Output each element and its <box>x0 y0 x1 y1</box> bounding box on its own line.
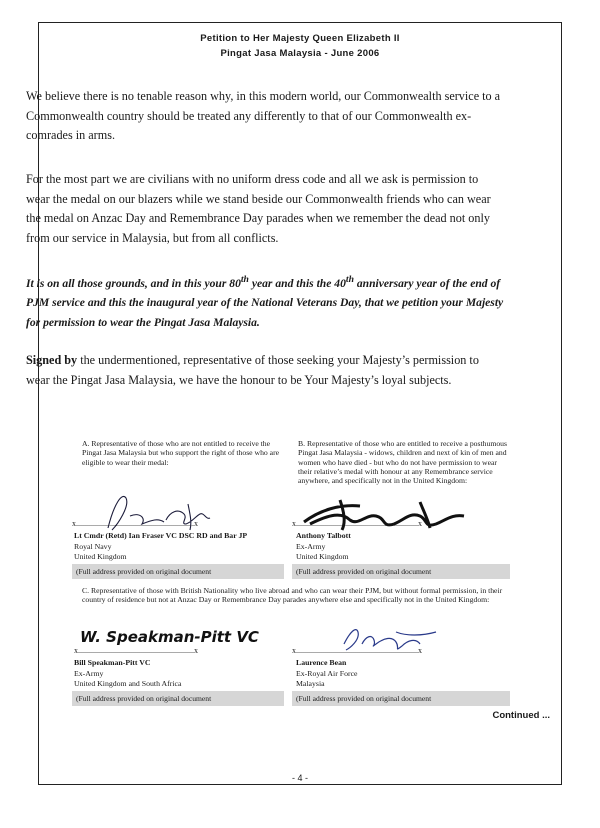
signature-line-b: x.............................................................x <box>292 519 422 528</box>
signatory-name: Lt Cmdr (Retd) Ian Fraser VC DSC RD and Bar JP <box>74 531 248 540</box>
signatory-service: Royal Navy <box>74 542 112 551</box>
address-box: (Full address provided on original document <box>72 691 284 706</box>
continued-label: Continued ... <box>492 710 550 721</box>
section-b-text: B. Representative of those who are entitled to receive a posthumous Pingat Jasa Malaysia - widows, children and next of kin of men and women who have died - but who do not have permission to wear their relative’s medal with honour at any Remembrance service anywhere, and specifically not in the United Kingdom: <box>298 439 507 486</box>
address-box: (Full address provided on original document <box>292 691 510 706</box>
page-title: Petition to Her Majesty Queen Elizabeth II <box>200 33 400 44</box>
para3-text-3: anniversary year of the end of PJM service and this the inaugural year of the National Veterans Day, that we petition your Majesty for permission to wear the Pingat Jasa Malaysia. <box>26 276 504 329</box>
signature-line-d: x.............................................................x <box>292 646 422 655</box>
address-box: (Full address provided on original document <box>72 564 284 579</box>
paragraph-2: For the most part we are civilians with no uniform dress code and all we ask is permission to wear the medal on our blazers while we stand beside our Commonwealth friends who can wear the medal on Anzac Day and Remembrance Day parades when we remember the dead not only from our service in Malaysia, but from all conflicts. <box>26 172 491 245</box>
signature-speakman-pitt: W. Speakman-Pitt VC <box>80 628 259 646</box>
page-number: - 4 - <box>291 773 308 783</box>
para3-text-2: year and this the 40 <box>248 276 346 290</box>
paragraph-3 <box>26 270 504 332</box>
paragraph-1: We believe there is no tenable reason why, in this modern world, our Commonwealth service to a Commonwealth country should be treated any differently to that of our Commonwealth ex-comrades in arms. <box>26 89 501 142</box>
para3-sup-2: th <box>345 274 354 285</box>
signatory-country: United Kingdom <box>74 552 127 561</box>
signature-line-c: x..........................................................x <box>74 646 198 655</box>
signature-line-a: x...........................................................x <box>72 519 198 528</box>
paragraph-4 <box>26 351 504 390</box>
section-a-text: A. Representative of those who are not entitled to receive the Pingat Jasa Malaysia but who support the right of those who are eligible to wear their medal: <box>82 439 280 467</box>
signatory-service: Ex-Army <box>296 542 326 551</box>
signatory-name: Laurence Bean <box>296 658 347 667</box>
signatory-service: Ex-Royal Air Force <box>296 669 358 678</box>
signatory-country: United Kingdom and South Africa <box>74 679 182 688</box>
signatory-name: Anthony Talbott <box>296 531 351 540</box>
signature-fraser <box>100 484 230 536</box>
signatory-service: Ex-Army <box>74 669 104 678</box>
signatory-country: Malaysia <box>296 679 325 688</box>
signatory-name: Bill Speakman-Pitt VC <box>74 658 151 667</box>
address-box: (Full address provided on original document <box>292 564 510 579</box>
para4-bold: Signed by <box>26 353 78 367</box>
para3-text-1: It is on all those grounds, and in this your 80 <box>26 276 241 290</box>
para4-text: the undermentioned, representative of those seeking your Majesty’s permission to wear the Pingat Jasa Malaysia, we have the honour to be Your Majesty’s loyal subjects. <box>26 353 479 387</box>
section-c-text: C. Representative of those with British Nationality who live abroad and who can wear their PJM, but without formal permission, in their country of residence but not at Anzac Day or Remembrance Day parades anywhere else and specifically not in the United Kingdom: <box>82 586 503 605</box>
para3-sup-1: th <box>240 274 249 285</box>
page-subtitle: Pingat Jasa Malaysia - June 2006 <box>220 48 380 59</box>
signature-talbott <box>300 494 480 534</box>
signatory-country: United Kingdom <box>296 552 349 561</box>
